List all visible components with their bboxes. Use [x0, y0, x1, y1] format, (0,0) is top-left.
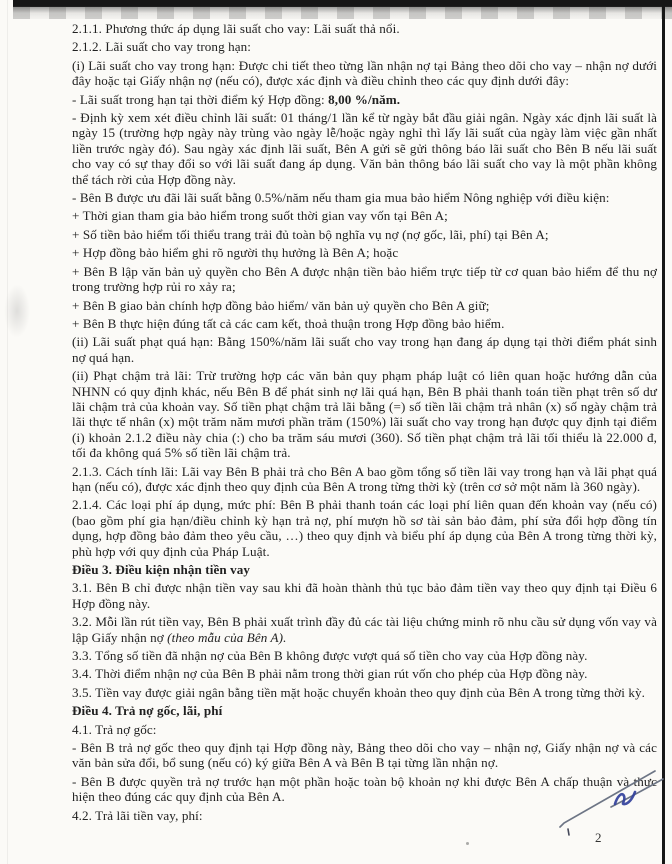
paragraph	[72, 666, 657, 681]
text-run: + Bên B thực hiện đúng tất cả các cam kết, thoả thuận trong Hợp đồng bảo hiểm.	[72, 315, 505, 331]
text-run: + Hợp đồng bảo hiểm ghi rõ người thụ hưởng là Bên A; hoặc	[72, 245, 399, 261]
scan-right-edge-artifact	[662, 0, 665, 864]
text-run: + Thời gian tham gia bảo hiểm trong suốt thời gian vay vốn tại Bên A;	[72, 208, 448, 224]
paragraph	[72, 808, 657, 823]
signature-tick	[568, 829, 569, 835]
scan-smudge-artifact	[4, 284, 30, 338]
text-run: Điều 4. Trả nợ gốc, lãi, phí	[72, 703, 223, 719]
text-run: 3.1. Bên B chỉ được nhận tiền vay sau khi đã hoàn thành thủ tục bảo đảm tiền vay theo quy định tại Điều 6 Hợp đồng này.	[72, 580, 657, 611]
text-run: + Bên B giao bản chính hợp đồng bảo hiểm/ văn bản uỷ quyền cho Bên A giữ;	[72, 297, 490, 313]
text-run: (ii) Phạt chậm trả lãi: Trừ trường hợp các văn bản quy phạm pháp luật có liên quan hoặc hướng dẫn của NHNN có quy định khác, nếu Bên B để phát sinh nợ lãi quá hạn, Bên B phải thanh toán tiền phạt trên số dư lãi chậm trả của khoản vay. Số tiền phạt chậm trả lãi bằng (=) số tiền lãi chậm trả nhân (x) số ngày chậm trả lãi thực tế nhân (x) một trăm năm mươi phần trăm (150%) lãi suất cho vay trong hạn được quy định tại điểm (i) khoản 2.1.2 điều này chia (:) cho ba trăm sáu mươi (360). Số tiền phạt chậm trả lãi tối thiểu là 22.000 đ, tối đa không quá 5% số tiền lãi chậm trả.	[72, 368, 657, 461]
scan-left-edge-artifact	[7, 0, 8, 864]
paragraph	[72, 264, 657, 295]
text-run: 4.2. Trả lãi tiền vay, phí:	[72, 807, 203, 823]
paragraph	[72, 580, 657, 611]
text-run: (theo mẫu của Bên A).	[167, 629, 287, 645]
text-run: - Bên B trả nợ gốc theo quy định tại Hợp đồng này, Bảng theo dõi cho vay – nhận nợ, Giấy nhận nợ và các văn bản sửa đổi, bổ sung (nếu có) ký giữa Bên A và Bên B tại từng lần nhận nợ.	[72, 740, 657, 771]
text-run: - Lãi suất trong hạn tại thời điểm ký Hợp đồng:	[72, 91, 329, 107]
text-run: 3.5. Tiền vay được giải ngân bằng tiền mặt hoặc chuyển khoản theo quy định của Bên A trong từng thời kỳ.	[72, 684, 646, 700]
text-run: + Bên B lập văn bản uỷ quyền cho Bên A được nhận tiền bảo hiểm trực tiếp từ cơ quan bảo hiểm để thu nợ trong trường hợp rủi ro xảy ra;	[72, 263, 657, 295]
text-run: + Số tiền bảo hiểm tối thiểu trang trải đủ toàn bộ nghĩa vụ nợ (nợ gốc, lãi, phí) tại Bên A;	[72, 226, 549, 242]
paragraph	[72, 227, 657, 242]
text-run: (i) Lãi suất cho vay trong hạn: Được chi tiết theo từng lần nhận nợ tại Bảng theo dõi cho vay – nhận nợ dưới đây hoặc tại Giấy nhận nợ (nếu có), được xác định và điều chỉnh theo các quy định dưới đây:	[72, 57, 657, 89]
paragraph	[72, 774, 657, 805]
paragraph	[72, 740, 657, 771]
scan-top-shadow-artifact	[13, 6, 672, 19]
paragraph	[72, 245, 657, 260]
scan-speck-artifact	[466, 842, 469, 845]
text-run: 2.1.4. Các loại phí áp dụng, mức phí: Bên B phải thanh toán các loại phí liên quan đến khoản vay (nếu có) (bao gồm phí gia hạn/điều chỉnh kỳ hạn trả nợ, phí mượn hồ sơ tài sản bảo đảm, phí sửa đổi hợp đồng tín dụng, hợp đồng bảo đảm theo yêu cầu, …) theo quy định và biểu phí áp dụng của Bên A trong từng thời kỳ, phù hợp với quy định của Pháp Luật.	[72, 497, 657, 559]
text-run: 3.2. Mỗi lần rút tiền vay, Bên B phải xuất trình đầy đủ các tài liệu chứng minh rõ nhu cầu sử dụng vốn vay và lập Giấy nhận nợ	[72, 614, 657, 645]
text-run: - Bên B được quyền trả nợ trước hạn một phần hoặc toàn bộ khoản nợ khi được Bên A chấp thuận và thực hiện theo đúng các quy định của Bên A.	[72, 773, 657, 805]
paragraph	[72, 208, 657, 223]
text-run: - Bên B được ưu đãi lãi suất bằng 0.5%/năm nếu tham gia mua bảo hiểm Nông nghiệp với điều kiện:	[72, 190, 610, 206]
text-run: 8,00 %/năm.	[328, 91, 401, 107]
text-run: 4.1. Trả nợ gốc:	[72, 721, 157, 737]
paragraph	[72, 316, 657, 331]
paragraph	[72, 464, 657, 495]
paragraph	[72, 368, 657, 460]
text-run: 3.4. Thời điểm nhận nợ của Bên B phải nằm trong thời gian rút vốn cho phép của Hợp đồng này.	[72, 666, 588, 682]
paragraph	[72, 39, 657, 54]
paragraph	[72, 334, 657, 365]
paragraph	[72, 722, 657, 737]
paragraph	[72, 110, 657, 187]
document-text	[72, 21, 657, 826]
paragraph	[72, 298, 657, 313]
page-number: 2	[595, 830, 602, 845]
paragraph	[72, 685, 657, 700]
paragraph	[72, 190, 657, 205]
paragraph	[72, 497, 657, 559]
text-run: Điều 3. Điều kiện nhận tiền vay	[72, 562, 251, 577]
paragraph	[72, 58, 657, 89]
paragraph	[72, 648, 657, 663]
text-run: (ii) Lãi suất phạt quá hạn: Bằng 150%/năm lãi suất cho vay trong hạn đang áp dụng tại thời điểm phát sinh nợ quá hạn.	[72, 334, 657, 365]
section-heading	[72, 562, 657, 577]
section-heading	[72, 703, 657, 718]
text-run: 2.1.1. Phương thức áp dụng lãi suất cho vay: Lãi suất thả nổi.	[72, 21, 400, 36]
paragraph	[72, 21, 657, 36]
text-run: - Định kỳ xem xét điều chỉnh lãi suất: 01 tháng/1 lần kể từ ngày bắt đầu giải ngân. Ngày xác định lãi suất là ngày 15 (trường hợp ngày này trùng vào ngày lễ/hoặc ngày nghỉ thì lấy lãi suất của ngày làm việc gần nhất liền trước ngày đó). Sau ngày xác định lãi suất, Bên A gửi sẽ gửi thông báo lãi suất cho Bên B nếu lãi suất cho vay có sự thay đổi so với lãi suất đang áp dụng. Văn bản thông báo lãi suất cho vay là một phần không thể tách rời của Hợp đồng này.	[72, 110, 657, 187]
text-run: 2.1.3. Cách tính lãi: Lãi vay Bên B phải trả cho Bên A bao gồm tổng số tiền lãi vay trong hạn và lãi phạt quá hạn (nếu có), được xác định theo quy định của Bên A trong từng thời kỳ (trên cơ sở một năm là 360 ngày).	[72, 463, 657, 494]
text-run: 3.3. Tổng số tiền đã nhận nợ của Bên B không được vượt quá số tiền cho vay của Hợp đồng này.	[72, 648, 588, 664]
paragraph	[72, 614, 657, 645]
text-run: 2.1.2. Lãi suất cho vay trong hạn:	[72, 39, 252, 55]
paragraph	[72, 92, 657, 107]
